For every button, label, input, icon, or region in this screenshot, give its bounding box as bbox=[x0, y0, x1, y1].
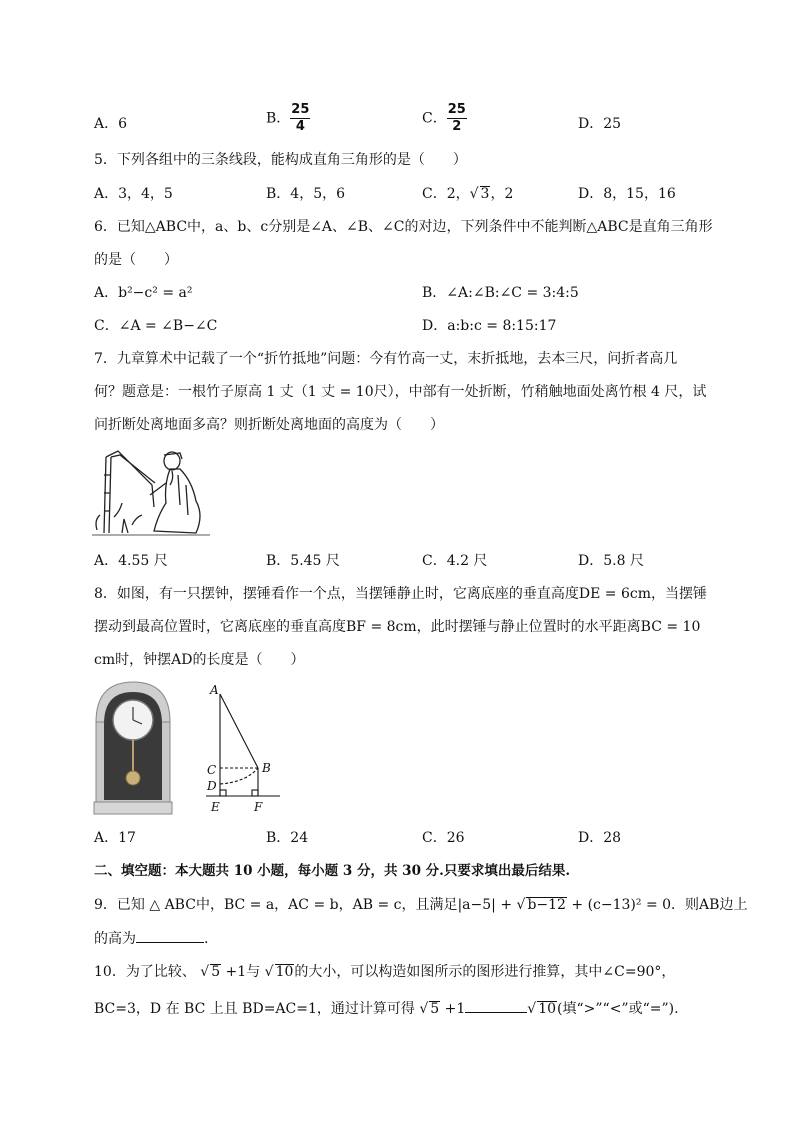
sqrt-sign: √ bbox=[200, 964, 210, 980]
q10-text-mid2: +1 bbox=[440, 1001, 466, 1017]
q7-stem-line1: 7．九章算术中记载了一个“折竹抵地”问题：今有竹高一丈，末折抵地，去本三尺，问折者高几 bbox=[94, 351, 678, 367]
sqrt-sign: √ bbox=[419, 1001, 429, 1017]
label-c: C bbox=[207, 763, 217, 777]
q4-option-c bbox=[422, 103, 467, 134]
q10-line2 bbox=[94, 998, 679, 1019]
q7-stem-line2: 何？题意是：一根竹子原高 1 丈（1 丈 = 10尺），中部有一处折断，竹稍触地面处离竹根 4 尺，试 bbox=[94, 384, 707, 400]
radicand: 10 bbox=[538, 1001, 557, 1017]
q5-option-d: D．8，15，16 bbox=[578, 186, 676, 202]
fraction bbox=[290, 103, 310, 134]
radicand: 3 bbox=[480, 186, 490, 202]
label-e: E bbox=[211, 800, 220, 814]
q9-text-part2: + (c−13)² = 0．则AB边上 bbox=[566, 897, 748, 913]
q4-option-c-prefix: C． bbox=[422, 110, 447, 127]
q8-option-b: B．24 bbox=[266, 830, 309, 846]
denominator: 2 bbox=[452, 119, 462, 134]
q8-stem-line1: 8．如图，有一只摆钟，摆锤看作一个点，当摆锤静止时，它离底座的垂直高度DE = 6cm，当摆锤 bbox=[94, 586, 708, 602]
q9-text-part1: 9．已知 △ ABC中，BC = a，AC = b，AB = c，且满足|a−5| + bbox=[94, 897, 517, 913]
q4-option-a: A．6 bbox=[94, 116, 128, 132]
label-d: D bbox=[207, 779, 217, 793]
q6-stem-line2: 的是（ ） bbox=[94, 252, 178, 268]
q5-option-c-suffix: ，2 bbox=[490, 186, 514, 202]
q4-option-b-prefix: B． bbox=[266, 110, 291, 127]
q5-option-a: A．3，4，5 bbox=[94, 186, 173, 202]
label-b: B bbox=[262, 761, 271, 775]
q6-option-d: D．a:b:c = 8:15:17 bbox=[422, 318, 557, 334]
section-heading: 二、填空题：本大题共 10 小题，每小题 3 分，共 30 分.只要求填出最后结果. bbox=[94, 863, 571, 879]
q9-end: . bbox=[204, 931, 209, 947]
q8-option-a: A．17 bbox=[94, 830, 136, 846]
q5-option-b: B．4，5，6 bbox=[266, 186, 346, 202]
pendulum-clock-image bbox=[92, 680, 174, 816]
q6-option-c: C．∠A = ∠B−∠C bbox=[94, 318, 218, 334]
q5-option-c-prefix: C．2， bbox=[422, 186, 470, 202]
sqrt-sign: √ bbox=[527, 1001, 537, 1017]
radicand: b−12 bbox=[527, 897, 566, 913]
q6-option-b: B．∠A:∠B:∠C = 3:4:5 bbox=[422, 285, 579, 301]
radicand: 5 bbox=[430, 1001, 440, 1017]
sqrt-sign: √ bbox=[469, 186, 479, 202]
q6-stem-line1: 6．已知△ABC中，a、b、c分别是∠A、∠B、∠C的对边，下列条件中不能判断△ABC是直角三角形 bbox=[94, 219, 713, 235]
bamboo-scholar-illustration bbox=[92, 445, 212, 540]
pendulum-geometry-figure bbox=[196, 680, 286, 816]
q9-text-line2: 的高为 bbox=[94, 931, 136, 947]
q5-stem: 5．下列各组中的三条线段，能构成直角三角形的是（ ） bbox=[94, 152, 467, 168]
q8-option-c: C．26 bbox=[422, 830, 465, 846]
q10-text-mid1: +1与 bbox=[221, 964, 265, 980]
label-f: F bbox=[254, 800, 263, 814]
q8-option-d: D．28 bbox=[578, 830, 622, 846]
q7-stem-line3: 问折断处离地面多高？则折断处离地面的高度为（ ） bbox=[94, 417, 444, 433]
numerator: 25 bbox=[291, 102, 310, 117]
fraction bbox=[447, 103, 467, 134]
q7-option-c: C．4.2 尺 bbox=[422, 553, 488, 569]
answer-blank[interactable] bbox=[465, 998, 527, 1013]
q9-line1 bbox=[94, 895, 747, 915]
q6-option-a: A．b²−c² = a² bbox=[94, 285, 193, 301]
q10-text-part1: 10．为了比较、 bbox=[94, 964, 201, 980]
radicand: 5 bbox=[211, 964, 221, 980]
label-a: A bbox=[210, 683, 219, 697]
answer-blank[interactable] bbox=[136, 928, 204, 943]
denominator: 4 bbox=[295, 119, 305, 134]
q4-option-b bbox=[266, 103, 310, 134]
q10-text-part2: 的大小，可以构造如图所示的图形进行推算，其中∠C=90°， bbox=[294, 964, 676, 980]
q8-stem-line3: cm时，钟摆AD的长度是（ ） bbox=[94, 652, 305, 668]
q7-option-b: B．5.45 尺 bbox=[266, 553, 340, 569]
numerator: 25 bbox=[447, 102, 466, 117]
q8-stem-line2: 摆动到最高位置时，它离底座的垂直高度BF = 8cm，此时摆锤与静止位置时的水平距离BC = 10 bbox=[94, 619, 701, 635]
q10-line1 bbox=[94, 962, 675, 982]
q7-option-a: A．4.55 尺 bbox=[94, 553, 168, 569]
q10-text-line2b: (填“>”“<”或“=”). bbox=[557, 1001, 679, 1017]
q10-text-line2a: BC=3，D 在 BC 上且 BD=AC=1，通过计算可得 bbox=[94, 1001, 420, 1017]
radicand: 10 bbox=[275, 964, 294, 980]
sqrt-sign: √ bbox=[264, 964, 274, 980]
q7-option-d: D．5.8 尺 bbox=[578, 553, 644, 569]
q5-option-c bbox=[422, 184, 513, 204]
sqrt-sign: √ bbox=[516, 897, 526, 913]
q9-line2 bbox=[94, 928, 208, 949]
q4-option-d: D．25 bbox=[578, 116, 622, 132]
